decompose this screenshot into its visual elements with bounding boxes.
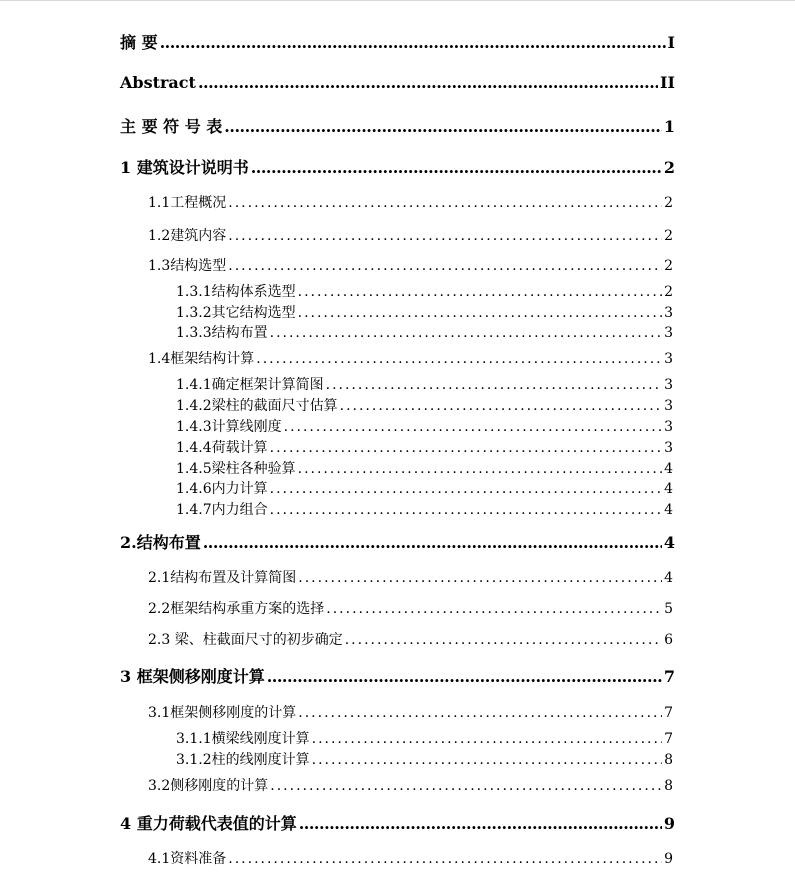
toc-entry-title: 1.4.1确定框架计算简图 (176, 377, 324, 393)
toc-entry-page: II (660, 73, 675, 92)
toc-leader-dots (228, 195, 662, 211)
toc-leader-dots (299, 814, 662, 833)
toc-entry-title: 3 框架侧移刚度计算 (120, 667, 265, 686)
toc-entry-page: 4 (664, 502, 673, 518)
toc-entry-chapter-3[interactable] (120, 664, 675, 687)
toc-leader-dots (228, 228, 662, 244)
toc-leader-dots (203, 533, 662, 552)
toc-leader-dots (312, 752, 662, 768)
toc-leader-dots (298, 705, 662, 721)
toc-entry-title: 1.4.5梁柱各种验算 (176, 461, 296, 477)
toc-entry-page: 8 (664, 752, 673, 768)
toc-leader-dots (270, 325, 662, 341)
toc-entry-3-1-2[interactable] (176, 749, 673, 769)
toc-leader-dots (298, 570, 662, 586)
toc-entry-2-2[interactable] (148, 598, 673, 618)
toc-entry-title: Abstract (120, 73, 196, 92)
toc-entry-symbols[interactable] (120, 114, 675, 137)
toc-entry-page: 3 (664, 305, 673, 321)
toc-leader-dots (298, 284, 662, 300)
toc-entry-abstract-en[interactable] (120, 73, 675, 92)
toc-entry-title: 4 重力荷载代表值的计算 (120, 814, 297, 833)
toc-entry-2-3[interactable] (148, 629, 673, 649)
toc-leader-dots (298, 461, 662, 477)
toc-entry-4-1[interactable] (148, 848, 673, 868)
toc-entry-1-4-4[interactable] (176, 437, 673, 457)
toc-entry-page: 2 (664, 284, 673, 300)
toc-leader-dots (326, 601, 662, 617)
toc-leader-dots (267, 667, 662, 686)
toc-entry-title: 2.2框架结构承重方案的选择 (148, 601, 325, 617)
toc-entry-title: 1.4框架结构计算 (148, 351, 255, 367)
toc-entry-3-1[interactable] (148, 702, 673, 722)
toc-entry-page: 2 (664, 195, 673, 211)
toc-entry-1-4[interactable] (148, 348, 673, 368)
toc-entry-1-4-1[interactable] (176, 374, 673, 394)
toc-leader-dots (270, 481, 662, 497)
toc-leader-dots (312, 731, 662, 747)
toc-entry-page: 9 (664, 851, 673, 867)
page-top-edge (0, 0, 795, 1)
toc-entry-title: 1.2建筑内容 (148, 228, 227, 244)
toc-entry-1-1[interactable] (148, 192, 673, 212)
toc-entry-abstract-cn[interactable] (120, 30, 675, 53)
toc-entry-page: 7 (663, 667, 675, 686)
toc-entry-page: 3 (664, 351, 673, 367)
toc-leader-dots (284, 419, 662, 435)
toc-entry-title: 1.4.7内力组合 (176, 502, 268, 518)
toc-entry-title: 3.2侧移刚度的计算 (148, 778, 269, 794)
toc-entry-title: 1.3结构选型 (148, 258, 227, 274)
toc-entry-page: 9 (663, 814, 675, 833)
toc-entry-title: 1.3.3结构布置 (176, 325, 268, 341)
toc-leader-dots (270, 778, 662, 794)
toc-entry-1-3-3[interactable] (176, 322, 673, 342)
toc-leader-dots (224, 117, 662, 136)
toc-leader-dots (198, 73, 658, 92)
toc-entry-page: 7 (664, 731, 673, 747)
toc-entry-1-4-5[interactable] (176, 458, 673, 478)
toc-entry-title: 摘 要 (120, 33, 158, 52)
toc-entry-page: I (667, 33, 675, 52)
toc-entry-3-1-1[interactable] (176, 728, 673, 748)
toc-entry-2-1[interactable] (148, 567, 673, 587)
toc-leader-dots (251, 158, 662, 177)
toc-entry-page: 1 (663, 117, 675, 136)
toc-entry-title: 主 要 符 号 表 (120, 117, 223, 136)
toc-entry-title: 3.1.1横梁线刚度计算 (176, 731, 310, 747)
toc-entry-page: 2 (664, 258, 673, 274)
toc-entry-page: 2 (664, 228, 673, 244)
toc-entry-title: 3.1.2柱的线刚度计算 (176, 752, 310, 768)
toc-entry-title: 1.4.4荷载计算 (176, 440, 268, 456)
toc-entry-page: 4 (664, 570, 673, 586)
toc-entry-page: 3 (664, 440, 673, 456)
toc-entry-1-3-1[interactable] (176, 281, 673, 301)
toc-leader-dots (228, 258, 662, 274)
toc-entry-title: 1.1工程概况 (148, 195, 227, 211)
toc-leader-dots (160, 33, 666, 52)
toc-leader-dots (256, 351, 662, 367)
toc-entry-title: 1.4.6内力计算 (176, 481, 268, 497)
toc-entry-page: 5 (664, 601, 673, 617)
toc-entry-page: 3 (664, 419, 673, 435)
toc-leader-dots (345, 632, 662, 648)
toc-entry-title: 1.4.3计算线刚度 (176, 419, 282, 435)
toc-leader-dots (340, 398, 662, 414)
toc-leader-dots (228, 851, 662, 867)
toc-leader-dots (298, 305, 662, 321)
toc-entry-1-4-6[interactable] (176, 478, 673, 498)
toc-entry-1-4-7[interactable] (176, 499, 673, 519)
toc-entry-title: 1 建筑设计说明书 (120, 158, 249, 177)
toc-entry-page: 3 (664, 325, 673, 341)
toc-entry-1-4-2[interactable] (176, 395, 673, 415)
toc-leader-dots (270, 440, 662, 456)
toc-leader-dots (326, 377, 662, 393)
toc-entry-page: 2 (663, 158, 675, 177)
toc-entry-title: 2.1结构布置及计算简图 (148, 570, 297, 586)
toc-entry-title: 4.1资料准备 (148, 851, 227, 867)
toc-entry-page: 6 (664, 632, 673, 648)
toc-entry-1-2[interactable] (148, 225, 673, 245)
toc-entry-title: 2.3 梁、柱截面尺寸的初步确定 (148, 632, 343, 648)
toc-entry-title: 1.4.2梁柱的截面尺寸估算 (176, 398, 338, 414)
toc-entry-title: 1.3.2其它结构选型 (176, 305, 296, 321)
toc-entry-1-3-2[interactable] (176, 302, 673, 322)
toc-entry-1-3[interactable] (148, 255, 673, 275)
toc-entry-page: 4 (664, 481, 673, 497)
toc-entry-1-4-3[interactable] (176, 416, 673, 436)
toc-entry-page: 4 (663, 533, 675, 552)
toc-entry-3-2[interactable] (148, 775, 673, 795)
toc-entry-page: 3 (664, 377, 673, 393)
toc-entry-page: 3 (664, 398, 673, 414)
toc-entry-chapter-4[interactable] (120, 811, 675, 834)
toc-entry-title: 2.结构布置 (120, 533, 201, 552)
toc-entry-chapter-1[interactable] (120, 155, 675, 178)
toc-entry-page: 7 (664, 705, 673, 721)
toc-leader-dots (270, 502, 662, 518)
toc-entry-page: 4 (664, 461, 673, 477)
toc-entry-title: 3.1框架侧移刚度的计算 (148, 705, 297, 721)
toc-entry-title: 1.3.1结构体系选型 (176, 284, 296, 300)
toc-entry-chapter-2[interactable] (120, 530, 675, 553)
toc-entry-page: 8 (664, 778, 673, 794)
